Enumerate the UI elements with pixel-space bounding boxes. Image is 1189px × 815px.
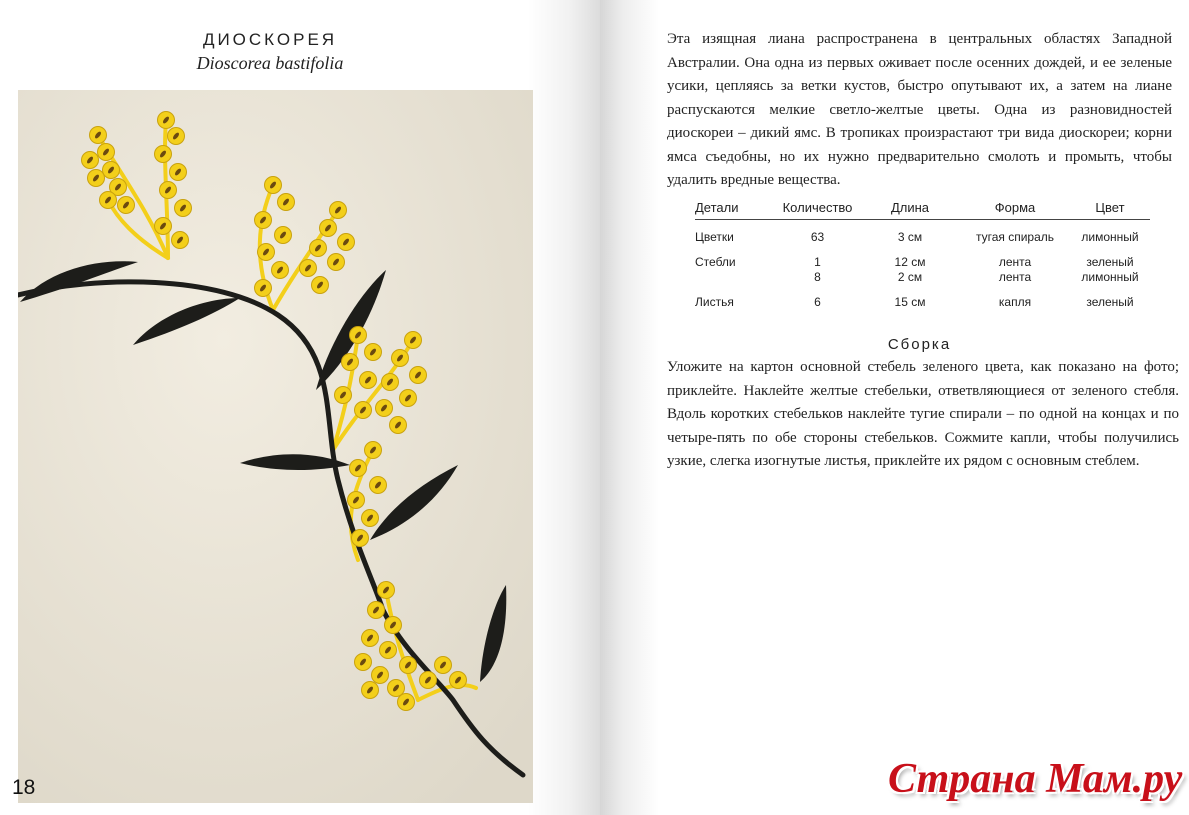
flower-coil	[392, 350, 409, 367]
cell-qty: 6	[814, 294, 821, 309]
cell-part: Цветки	[695, 230, 734, 244]
flower-coil	[382, 374, 399, 391]
flower-coil	[355, 654, 372, 671]
table-row	[695, 286, 1150, 311]
flower-coil	[255, 212, 272, 229]
flower-coil	[352, 530, 369, 547]
flower-coil	[312, 277, 329, 294]
flower-coil	[310, 240, 327, 257]
flower-coil	[410, 367, 427, 384]
plant-illustration	[18, 90, 533, 803]
flower-coil	[362, 682, 379, 699]
cell-length: 2 см	[897, 270, 923, 284]
cell-part	[695, 270, 775, 286]
flower-coil	[390, 417, 407, 434]
flower-coil	[258, 244, 275, 261]
assembly-heading: Сборка	[887, 336, 952, 353]
flower-coil	[175, 200, 192, 217]
flower-coil	[265, 177, 282, 194]
cell-qty: 63	[810, 230, 825, 244]
flower-coil	[385, 617, 402, 634]
flower-coil	[365, 344, 382, 361]
flower-coil	[82, 152, 99, 169]
flower-coil	[350, 460, 367, 477]
header-length: Длина	[860, 200, 960, 220]
flower-coil	[420, 672, 437, 689]
flower-coil	[350, 327, 367, 344]
cell-qty: 8	[814, 270, 821, 284]
cell-length: 12 см	[894, 254, 926, 269]
flower-coil	[365, 442, 382, 459]
cell-color: зеленый	[1086, 294, 1134, 309]
flower-coil	[275, 227, 292, 244]
cell-shape: лента	[998, 270, 1032, 284]
flower-coil	[342, 354, 359, 371]
header-parts: Детали	[695, 200, 775, 220]
flower-coil	[272, 262, 289, 279]
flower-coil	[405, 332, 422, 349]
flower-coil	[388, 680, 405, 697]
plant-latin-name: Dioscorea bastifolia	[196, 53, 344, 73]
table-row	[695, 270, 1150, 286]
photo-background	[18, 90, 533, 803]
table-row	[695, 246, 1150, 271]
cell-length: 3 см	[897, 230, 923, 244]
flower-coil	[372, 667, 389, 684]
flower-coil	[450, 672, 467, 689]
cell-shape: тугая спираль	[975, 230, 1055, 244]
flower-coil	[378, 582, 395, 599]
cell-length: 15 см	[894, 294, 926, 309]
cell-shape: лента	[998, 254, 1032, 269]
cell-color: лимонный	[1081, 270, 1139, 284]
flower-coil	[98, 144, 115, 161]
flower-coil	[278, 194, 295, 211]
flower-coil	[328, 254, 345, 271]
header-color: Цвет	[1070, 200, 1150, 220]
flower-coil	[368, 602, 385, 619]
flower-coil	[170, 164, 187, 181]
flower-coil	[330, 202, 347, 219]
flower-coil	[348, 492, 365, 509]
cell-qty: 1	[814, 254, 821, 269]
header-shape: Форма	[960, 200, 1070, 220]
flower-coil	[400, 657, 417, 674]
materials-table	[695, 200, 1150, 310]
quilling-photo	[18, 90, 533, 803]
flower-coil	[370, 477, 387, 494]
flower-coil	[338, 234, 355, 251]
flower-coil	[168, 128, 185, 145]
cell-shape: капля	[998, 294, 1032, 309]
flower-coil	[255, 280, 272, 297]
cell-color: лимонный	[1081, 230, 1139, 244]
header-quantity: Количество	[775, 200, 860, 220]
intro-paragraph: Эта изящная лиана распространена в центральных областях Западной Австралии. Она одна из первых оживает после осенних дождей, и ее зеленые усики, цепляясь за ветки кустов, быстро опутывают их, а затем на лиане распускаются мелкие светло-желтые цветы. Одна из разновидностей диоскореи – дикий ямс. В тропиках произрастают три вида диоскореи; корни ямса съедобны, но их нужно предварительно смолоть и промыть, чтобы удалить вредные вещества.	[667, 31, 1172, 188]
cell-color: зеленый	[1086, 254, 1134, 269]
flower-coil	[300, 260, 317, 277]
flower-coil	[155, 218, 172, 235]
flower-coil	[160, 182, 177, 199]
cell-part: Листья	[695, 294, 734, 309]
cell-part: Стебли	[695, 254, 736, 269]
flower-coil	[100, 192, 117, 209]
flower-coil	[335, 387, 352, 404]
flower-coil	[355, 402, 372, 419]
flower-coil	[88, 170, 105, 187]
flower-coil	[400, 390, 417, 407]
flower-coil	[103, 162, 120, 179]
flower-coil	[376, 400, 393, 417]
flower-coil	[320, 220, 337, 237]
flower-coil	[158, 112, 175, 129]
flower-coil	[118, 197, 135, 214]
materials-header-row	[695, 200, 1150, 220]
flower-coil	[90, 127, 107, 144]
table-row	[695, 220, 1150, 246]
assembly-paragraph: Уложите на картон основной стебель зеленого цвета, как показано на фото; приклейте. Наклейте желтые стебельки, ответвляющиеся от зеленого стебля. Вдоль коротких стебельков наклейте тугие спирали – по одной на концах и по четыре-пять по обе стороны стебельков. Сожмите капли, чтобы получились узкие, слегка изогнутые листья, приклейте их рядом с основным стеблем.	[667, 359, 1179, 469]
flower-coil	[172, 232, 189, 249]
flower-coil	[435, 657, 452, 674]
flower-coil	[362, 630, 379, 647]
flower-coil	[360, 372, 377, 389]
flower-coil	[380, 642, 397, 659]
flower-coil	[155, 146, 172, 163]
site-watermark-logo: Страна Мам.ру	[888, 756, 1183, 802]
flower-coil	[362, 510, 379, 527]
plant-title: ДИОСКОРЕЯ	[202, 30, 338, 49]
page-number: 18	[12, 776, 36, 799]
flower-coil	[398, 694, 415, 711]
